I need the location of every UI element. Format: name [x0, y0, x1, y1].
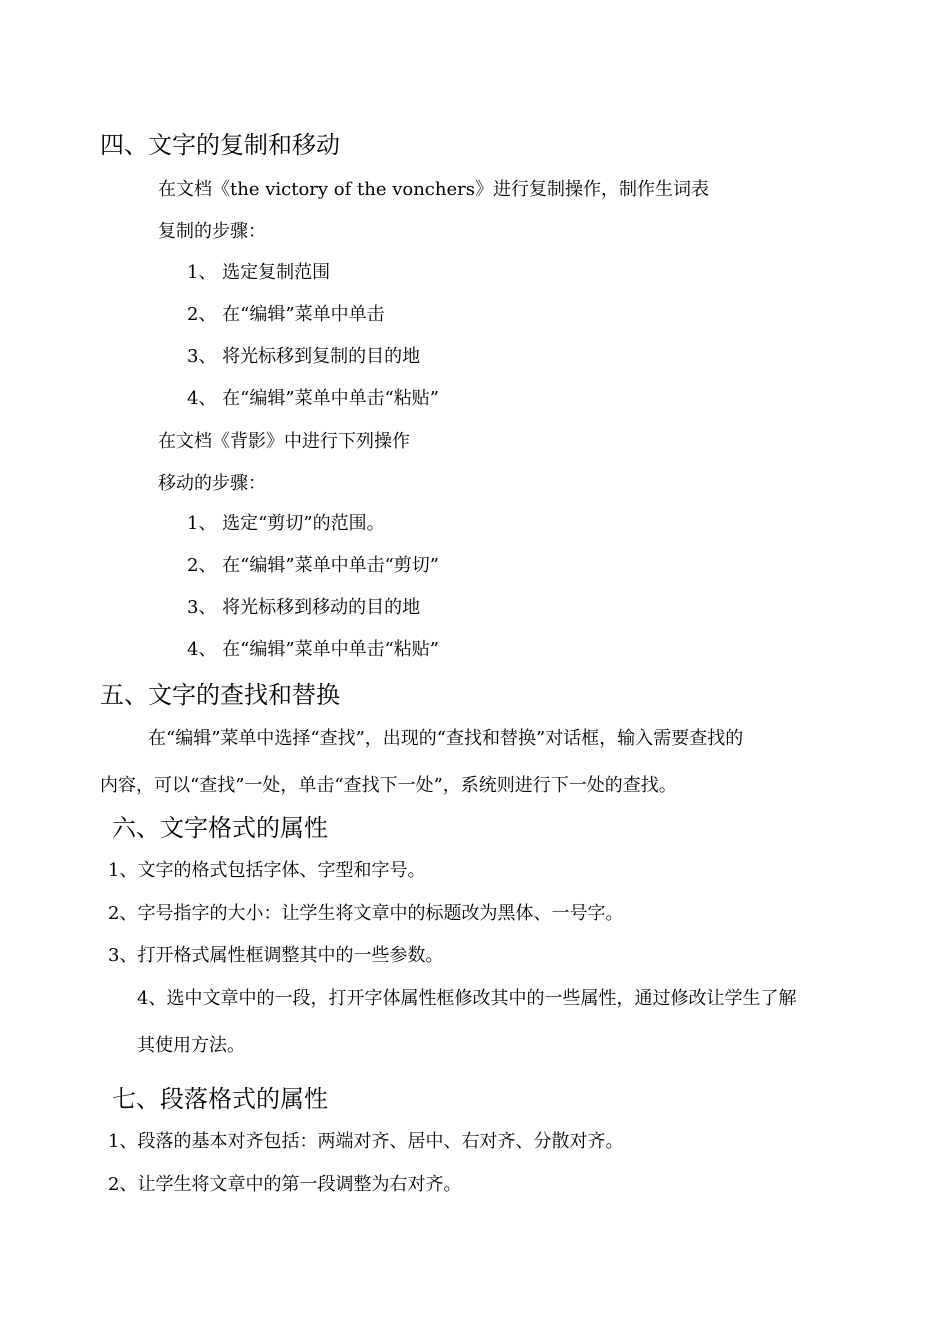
copy-step: 3、 将光标移到复制的目的地 [187, 346, 421, 367]
section7-item: 2、让学生将文章中的第一段调整为右对齐。 [108, 1174, 462, 1195]
section5-paragraph-line: 在“编辑”菜单中选择“查找”，出现的“查找和替换”对话框，输入需要查找的 [148, 728, 744, 749]
move-intro: 在文档《背影》中进行下列操作 [158, 431, 410, 452]
move-step: 3、 将光标移到移动的目的地 [187, 597, 421, 618]
copy-step: 4、 在“编辑”菜单中单击“粘贴” [187, 388, 439, 409]
section6-item: 1、文字的格式包括字体、字型和字号。 [108, 860, 426, 881]
section6-item-continuation: 其使用方法。 [137, 1035, 245, 1056]
copy-step: 1、 选定复制范围 [187, 262, 331, 283]
section5-heading: 五、文字的查找和替换 [100, 681, 340, 709]
move-step: 2、 在“编辑”菜单中单击“剪切” [187, 555, 439, 576]
section5-paragraph-line: 内容，可以“查找”一处，单击“查找下一处”，系统则进行下一处的查找。 [100, 775, 677, 796]
section6-item: 2、字号指字的大小：让学生将文章中的标题改为黑体、一号字。 [108, 903, 624, 924]
section6-item: 3、打开格式属性框调整其中的一些参数。 [108, 945, 444, 966]
section6-heading: 六、文字格式的属性 [112, 814, 328, 842]
move-step: 4、 在“编辑”菜单中单击“粘贴” [187, 639, 439, 660]
copy-step: 2、 在“编辑”菜单中单击 [187, 304, 385, 325]
section7-item: 1、段落的基本对齐包括：两端对齐、居中、右对齐、分散对齐。 [108, 1131, 624, 1152]
copy-steps-title: 复制的步骤： [158, 221, 266, 242]
move-step: 1、 选定“剪切”的范围。 [187, 513, 385, 534]
move-steps-title: 移动的步骤： [158, 473, 266, 494]
section4-intro: 在文档《the victory of the vonchers》进行复制操作，制作生词表 [158, 179, 709, 200]
section6-item: 4、选中文章中的一段，打开字体属性框修改其中的一些属性，通过修改让学生了解 [137, 988, 797, 1009]
section7-heading: 七、段落格式的属性 [112, 1085, 328, 1113]
section4-heading: 四、文字的复制和移动 [100, 131, 340, 159]
